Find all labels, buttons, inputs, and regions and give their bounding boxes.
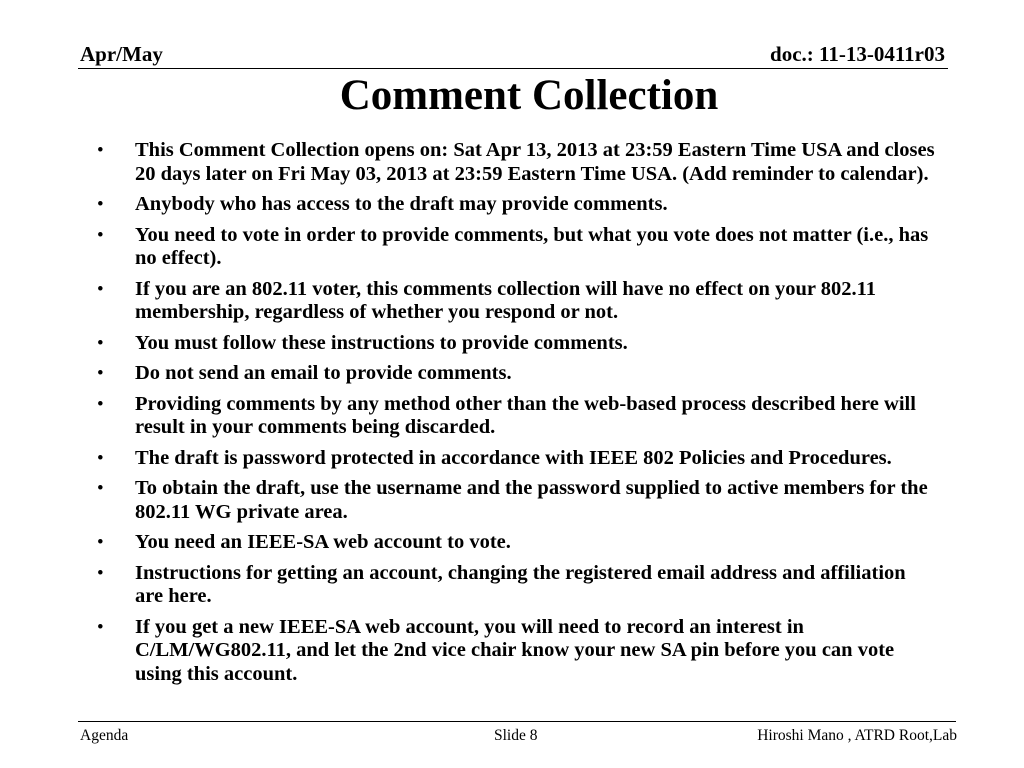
bullet-icon: • [97, 363, 104, 384]
bullet-icon: • [97, 140, 104, 161]
bullet-text: Instructions for getting an account, changing the registered email address and affiliation are here. [135, 561, 906, 607]
bullet-text: If you are an 802.11 voter, this comments collection will have no effect on your 802.11 membership, regardless of whether you respond or not. [135, 277, 876, 323]
bullet-icon: • [97, 194, 104, 215]
bullet-icon: • [97, 616, 104, 638]
bullet-text: You must follow these instructions to provide comments. [135, 331, 628, 354]
bullet-item [97, 139, 937, 186]
bullet-text: Providing comments by any method other than the web-based process described here will result in your comments being discarded. [135, 392, 916, 438]
footer-author: Hiroshi Mano , ATRD Root,Lab [757, 727, 957, 744]
bullet-item [97, 332, 937, 356]
footer-slide-number: Slide 8 [494, 727, 538, 744]
bullet-text: To obtain the draft, use the username and the password supplied to active members for the 802.11 WG private area. [135, 477, 928, 523]
bullet-text: You need an IEEE-SA web account to vote. [135, 531, 511, 553]
bullet-text: If you get a new IEEE-SA web account, you will need to record an interest in C/LM/WG802.11, and let the 2nd vice chair know your new SA pin before you can vote using this account. [135, 615, 895, 685]
bullet-item [97, 193, 937, 217]
bullet-item [97, 224, 937, 271]
bullet-item [97, 477, 937, 524]
bullet-icon: • [97, 532, 104, 553]
bullet-icon: • [97, 332, 104, 354]
footer-section: Agenda [80, 727, 129, 744]
header-date: Apr/May [80, 42, 163, 66]
bullet-text: You need to vote in order to provide comments, but what you vote does not matter (i.e., has no effect). [135, 223, 929, 269]
bullet-item [97, 616, 937, 687]
bullet-icon: • [97, 478, 104, 499]
bullet-icon: • [97, 224, 104, 246]
bullet-text: This Comment Collection opens on: Sat Apr 13, 2013 at 23:59 Eastern Time USA and closes 20 days later on Fri May 03, 2013 at 23:59 Eastern Time USA. (Add reminder to calendar). [135, 139, 935, 185]
bullet-item [97, 362, 937, 386]
bullet-text: The draft is password protected in accordance with IEEE 802 Policies and Procedures. [135, 446, 892, 469]
bullet-list [97, 139, 937, 693]
bullet-item [97, 531, 937, 555]
header-doc-number: doc.: 11-13-0411r03 [770, 42, 945, 66]
bullet-item [97, 447, 937, 471]
slide-title: Comment Collection [339, 72, 719, 119]
bullet-text: Do not send an email to provide comments. [135, 362, 512, 384]
header-divider [78, 68, 948, 69]
footer-divider [78, 721, 956, 722]
bullet-icon: • [97, 447, 104, 469]
bullet-icon: • [97, 562, 104, 584]
bullet-text: Anybody who has access to the draft may provide comments. [135, 193, 668, 215]
bullet-item [97, 393, 937, 440]
bullet-item [97, 562, 937, 609]
bullet-item [97, 278, 937, 325]
bullet-icon: • [97, 278, 104, 300]
bullet-icon: • [97, 393, 104, 415]
